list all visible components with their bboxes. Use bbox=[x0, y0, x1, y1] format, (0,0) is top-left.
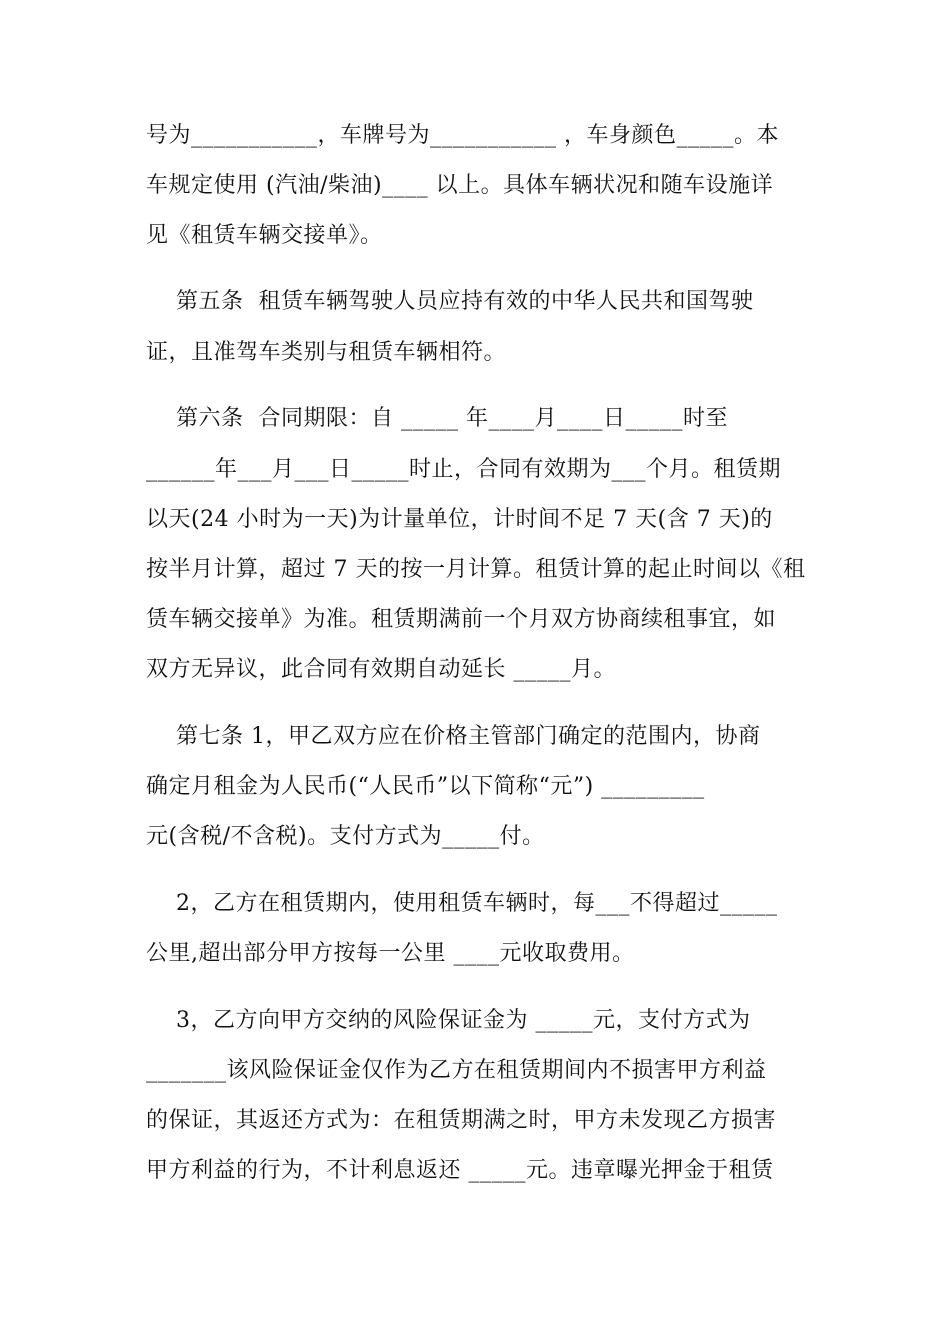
article-5-heading: 第五条 租赁车辆驾驶人员应持有效的中华人民共和国驾驶 bbox=[146, 289, 754, 314]
text-line: 号为___________，车牌号为___________ ，车身颜色_____。本 bbox=[146, 123, 779, 148]
text-line: 车规定使用 (汽油/柴油)____ 以上。具体车辆状况和随车设施详 bbox=[146, 173, 774, 198]
text-line: 的保证，其返还方式为：在租赁期满之时，甲方未发现乙方损害 bbox=[146, 1108, 777, 1133]
clause-3: 3，乙方向甲方交纳的风险保证金为 _____元，支付方式为 bbox=[146, 1008, 751, 1033]
clause-2: 2，乙方在租赁期内，使用租赁车辆时，每___不得超过_____ bbox=[146, 891, 778, 916]
text-line: 甲方利益的行为，不计利息返还 _____元。违章曝光押金于租赁 bbox=[146, 1158, 774, 1183]
text-line: 证，且准驾车类别与租赁车辆相符。 bbox=[146, 340, 507, 365]
text-line: 确定月租金为人民币(“人民币”以下简称“元”) _________ bbox=[146, 774, 705, 799]
text-line: ______年___月___日_____时止，合同有效期为___个月。租赁期 bbox=[146, 457, 782, 482]
article-7-heading: 第七条 1，甲乙双方应在价格主管部门确定的范围内，协商 bbox=[146, 724, 761, 749]
text-line: _______该风险保证金仅作为乙方在租赁期间内不损害甲方利益 bbox=[146, 1058, 767, 1083]
text-line: 以天(24 小时为一天)为计量单位，计时间不足 7 天(含 7 天)的 bbox=[146, 507, 773, 532]
text-line: 公里,超出部分甲方按每一公里 ____元收取费用。 bbox=[146, 941, 635, 966]
text-line: 按半月计算，超过 7 天的按一月计算。租赁计算的起止时间以《租 bbox=[146, 557, 806, 582]
text-line: 赁车辆交接单》为准。租赁期满前一个月双方协商续租事宜，如 bbox=[146, 607, 777, 632]
text-line: 元(含税/不含税)。支付方式为_____付。 bbox=[146, 824, 545, 849]
text-line: 见《租赁车辆交接单》。 bbox=[146, 223, 383, 248]
article-6-heading: 第六条 合同期限：自 _____ 年____月____日_____时至 bbox=[146, 406, 728, 431]
text-line: 双方无异议，此合同有效期自动延长 _____月。 bbox=[146, 657, 616, 682]
